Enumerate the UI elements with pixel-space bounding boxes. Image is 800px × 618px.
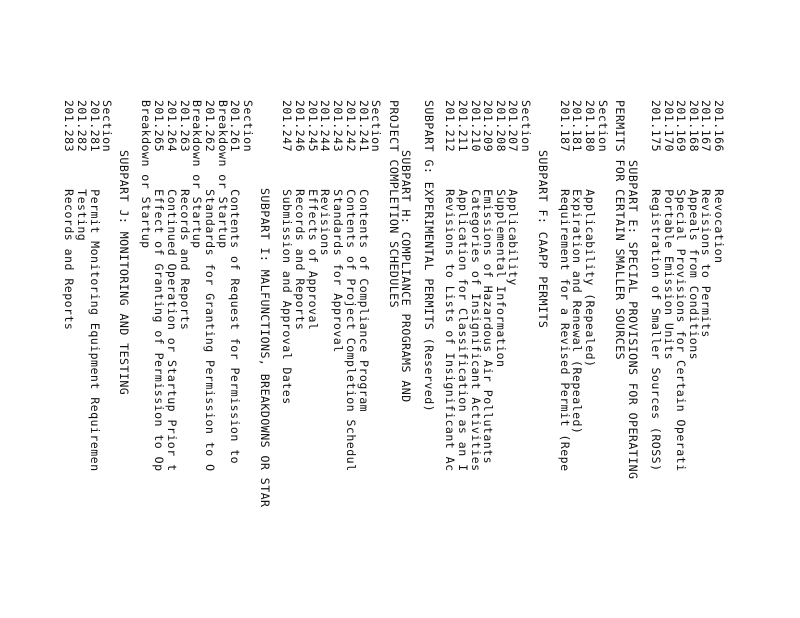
- section-title: Standards for Granting Permission to O: [203, 189, 217, 472]
- subpart-heading: SUBPART I: MALFUNCTIONS, BREAKDOWNS OR STAR: [258, 188, 272, 508]
- document-line: [675, 100, 687, 472]
- document-line: [370, 100, 382, 152]
- document-line: [571, 100, 583, 434]
- document-line: [507, 100, 519, 286]
- spacer: [203, 152, 217, 189]
- document-line: [76, 100, 88, 241]
- section-number: 201.265: [152, 100, 166, 153]
- section-title: Revisions: [318, 189, 332, 257]
- spacer: [570, 152, 584, 189]
- document-line: [229, 100, 241, 464]
- spacer: [280, 152, 294, 189]
- spacer: [558, 152, 572, 189]
- spacer: [469, 152, 483, 189]
- document-line: [204, 100, 216, 472]
- spacer: [583, 152, 597, 189]
- section-title: Special Provisions for Certain Operati: [674, 189, 688, 472]
- section-number: 201.208: [494, 100, 508, 153]
- section-title: Applicability (Repealed): [583, 189, 597, 368]
- document-line: [118, 150, 130, 395]
- section-number: 201.209: [481, 100, 495, 153]
- section-number: 201.245: [306, 100, 320, 153]
- spacer: [674, 152, 688, 189]
- section-number: 201.187: [558, 100, 572, 153]
- subpart-heading: SUBPART E: SPECIAL PROVISIONS FOR OPERATING: [626, 160, 640, 480]
- section-number: 201.246: [293, 100, 307, 153]
- section-title: Contents of Request for Permission to: [228, 189, 242, 465]
- spacer: [662, 152, 676, 189]
- document-line: [688, 100, 700, 360]
- spacer: [687, 152, 701, 189]
- section-title: Expiration and Renewal (Repealed): [570, 189, 584, 435]
- section-number: 201.169: [674, 100, 688, 153]
- document-line: [400, 150, 412, 403]
- section-label: Section: [241, 100, 255, 153]
- section-title: Testing: [75, 189, 89, 242]
- section-number: 201.175: [649, 100, 663, 153]
- document-line: [166, 100, 178, 472]
- document-line: [663, 100, 675, 360]
- section-label: Breakdown or Startup: [139, 100, 153, 249]
- section-label: Breakdown or Startup: [190, 100, 204, 249]
- document-line: [217, 100, 229, 249]
- section-title: Categories of Insignificant Activities: [469, 189, 483, 472]
- section-title: Submission and Approval Dates: [280, 189, 294, 405]
- document-line: [584, 100, 596, 368]
- document-line: [319, 100, 331, 256]
- spacer: [443, 152, 457, 189]
- section-number: 201.168: [687, 100, 701, 153]
- section-number: 201.210: [469, 100, 483, 153]
- section-number: 201.242: [344, 100, 358, 153]
- section-number: 201.261: [228, 100, 242, 153]
- document-line: [520, 100, 532, 152]
- spacer: [318, 152, 332, 189]
- document-line: [345, 100, 357, 472]
- subpart-heading: PROJECT COMPLETION SCHEDULES: [387, 100, 401, 309]
- document-line: [259, 188, 271, 508]
- document-line: [332, 100, 344, 353]
- section-title: Revocation: [712, 189, 726, 264]
- spacer: [293, 152, 307, 189]
- section-title: Registration of Smaller Sources (ROSS): [649, 189, 663, 472]
- document-line: [281, 100, 293, 405]
- document-line: [358, 100, 370, 412]
- section-number: 201.281: [88, 100, 102, 153]
- section-title: Supplemental Information: [494, 189, 508, 368]
- section-title: Effects of Approval: [306, 189, 320, 331]
- subpart-heading: SUBPART F: CAAPP PERMITS: [536, 150, 550, 329]
- document-line: [179, 100, 191, 330]
- document-line: [242, 100, 254, 152]
- spacer: [699, 152, 713, 189]
- section-number: 201.282: [75, 100, 89, 153]
- section-number: 201.211: [456, 100, 470, 153]
- document-line: [470, 100, 482, 472]
- section-number: 201.283: [62, 100, 76, 153]
- section-title: Permit Monitoring Equipment Requiremen: [88, 189, 102, 472]
- spacer: [357, 152, 371, 189]
- document-line: [597, 100, 609, 152]
- section-title: Contents of Project Completion Schedul: [344, 189, 358, 472]
- section-title: Appeals from Conditions: [687, 189, 701, 361]
- section-title: Standards for Approval: [331, 189, 345, 353]
- subpart-heading: PERMITS FOR CERTAIN SMALLER SOURCES: [613, 100, 627, 361]
- document-line: [457, 100, 469, 472]
- section-title: Effect of Granting of Permission to Op: [152, 189, 166, 472]
- section-number: 201.181: [570, 100, 584, 153]
- section-number: 201.262: [203, 100, 217, 153]
- spacer: [228, 152, 242, 189]
- section-title: Emissions of Hazardous Air Pollutants: [481, 189, 495, 465]
- section-title: Applicability: [506, 189, 520, 286]
- document-line: [294, 100, 306, 330]
- section-label: Section: [369, 100, 383, 153]
- section-title: Records and Reports: [178, 189, 192, 331]
- document-line: [537, 150, 549, 328]
- document-line: [713, 100, 725, 263]
- spacer: [165, 152, 179, 189]
- section-number: 201.263: [178, 100, 192, 153]
- section-number: 201.243: [331, 100, 345, 153]
- document-line: [444, 100, 456, 472]
- spacer: [75, 152, 89, 189]
- spacer: [494, 152, 508, 189]
- document-line: [559, 100, 571, 472]
- section-title: Continued Operation or Startup Prior t: [165, 189, 179, 472]
- section-number: 201.167: [699, 100, 713, 153]
- section-number: 201.207: [506, 100, 520, 153]
- document-line: [495, 100, 507, 368]
- document-line: [101, 100, 113, 152]
- spacer: [344, 152, 358, 189]
- spacer: [712, 152, 726, 189]
- section-number: 201.170: [662, 100, 676, 153]
- section-title: Application for Classification as an I: [456, 189, 470, 472]
- subpart-heading: SUBPART G: EXPERIMENTAL PERMITS (Reserved): [422, 100, 436, 413]
- spacer: [152, 152, 166, 189]
- spacer: [506, 152, 520, 189]
- section-number: 201.212: [443, 100, 457, 153]
- section-title: Contents of Compliance Program: [357, 189, 371, 413]
- document-line: [482, 100, 494, 464]
- spacer: [178, 152, 192, 189]
- section-label: Section: [519, 100, 533, 153]
- section-number: 201.180: [583, 100, 597, 153]
- section-number: 201.264: [165, 100, 179, 153]
- section-title: Records and Reports: [62, 189, 76, 331]
- spacer: [456, 152, 470, 189]
- subpart-heading: SUBPART J: MONITORING AND TESTING: [117, 150, 131, 396]
- section-label: Section: [596, 100, 610, 153]
- document-line: [307, 100, 319, 330]
- document-line: [650, 100, 662, 472]
- section-number: 201.244: [318, 100, 332, 153]
- section-label: Section: [100, 100, 114, 153]
- section-title: Requirement for a Revised Permit (Repe: [558, 189, 572, 472]
- section-number: 201.241: [357, 100, 371, 153]
- section-number: 201.247: [280, 100, 294, 153]
- section-number: 201.166: [712, 100, 726, 153]
- spacer: [331, 152, 345, 189]
- document-line: [700, 100, 712, 338]
- document-line: [627, 160, 639, 480]
- spacer: [88, 152, 102, 189]
- spacer: [62, 152, 76, 189]
- document-line: [63, 100, 75, 330]
- document-line: [153, 100, 165, 472]
- document-line: [89, 100, 101, 472]
- section-title: Revisions to Lists of Insignificant Ac: [443, 189, 457, 472]
- section-title: Portable Emission Units: [662, 189, 676, 361]
- document-line: [140, 100, 152, 249]
- document-line: [614, 100, 626, 360]
- section-title: Records and Reports: [293, 189, 307, 331]
- spacer: [649, 152, 663, 189]
- spacer: [306, 152, 320, 189]
- document-line: [388, 100, 400, 308]
- document-line: [423, 100, 435, 412]
- section-label: Breakdown or Startup: [216, 100, 230, 249]
- section-title: Revisions to Permits: [699, 189, 713, 338]
- subpart-heading: SUBPART H: COMPLIANCE PROGRAMS AND: [399, 150, 413, 403]
- spacer: [481, 152, 495, 189]
- document-line: [191, 100, 203, 249]
